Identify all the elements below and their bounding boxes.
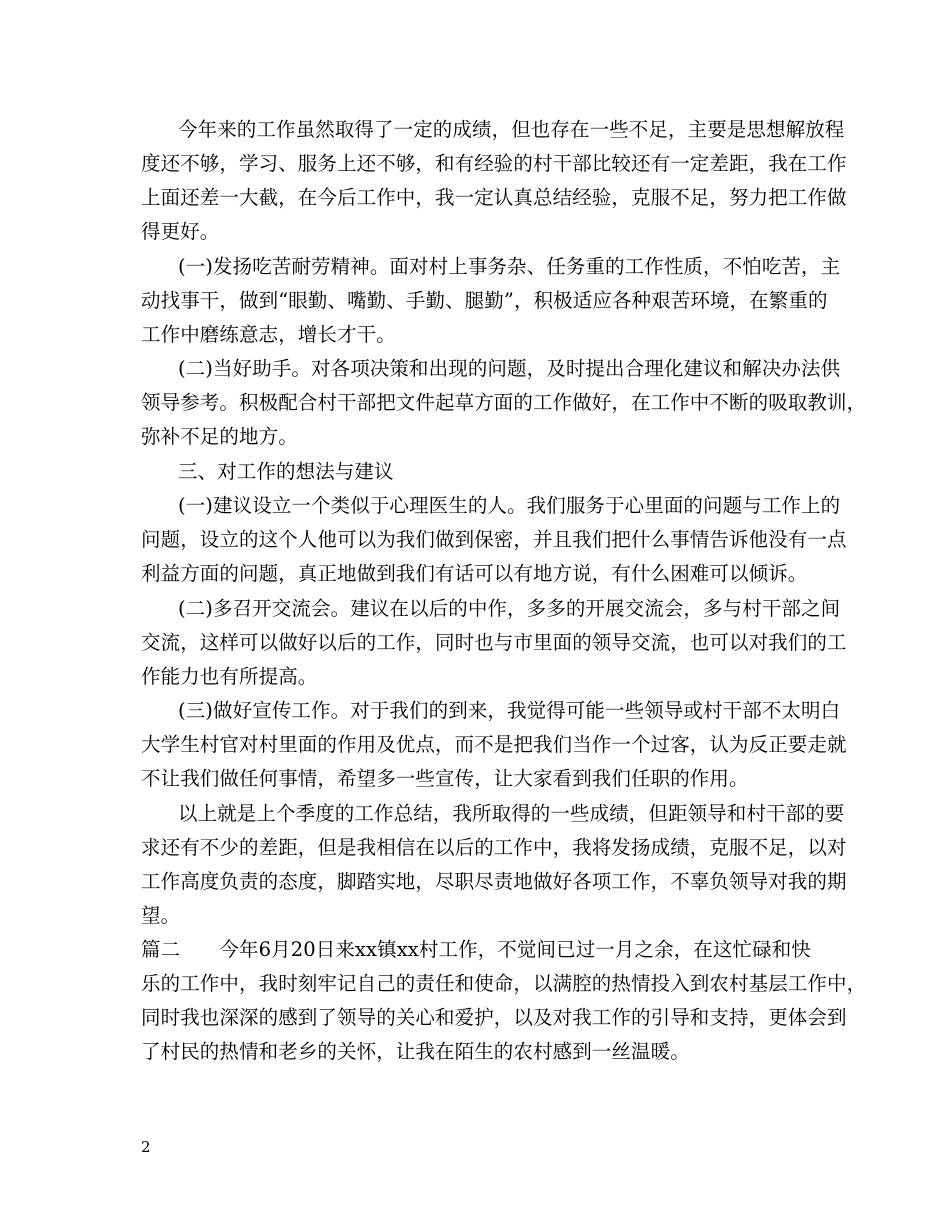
paragraph-line: (二)当好助手。对各项决策和出现的问题，及时提出合理化建议和解决办法供 (178, 357, 841, 380)
paragraph-line: 弥补不足的地方。 (141, 425, 298, 448)
paragraph-line: 同时我也深深的感到了领导的关心和爱护，以及对我工作的引导和支持，更体会到 (141, 1006, 847, 1029)
paragraph-line: 利益方面的问题，真正地做到我们有话可以有地方说，有什么困难可以倾诉。 (141, 562, 808, 585)
paragraph-line: 领导参考。积极配合村干部把文件起草方面的工作做好，在工作中不断的吸取教训， (141, 391, 867, 414)
paragraph-line: 了村民的热情和老乡的关怀，让我在陌生的农村感到一丝温暖。 (141, 1040, 690, 1063)
paragraph-line: (三)做好宣传工作。对于我们的到来，我觉得可能一些领导或村干部不太明白 (178, 699, 841, 722)
paragraph-line: 大学生村官对村里面的作用及优点，而不是把我们当作一个过客，认为反正要走就 (141, 733, 847, 756)
paragraph-line: 动找事干，做到“眼勤、嘴勤、手勤、腿勤”，积极适应各种艰苦环境，在繁重的 (141, 289, 828, 312)
paragraph-line: 工作中磨练意志，增长才干。 (141, 323, 396, 346)
paragraph-line: 以上就是上个季度的工作总结，我所取得的一些成绩，但距领导和村干部的要 (178, 802, 845, 825)
paragraph-line: 今年来的工作虽然取得了一定的成绩，但也存在一些不足，主要是思想解放程 (178, 118, 845, 141)
paragraph-line: 不让我们做任何事情，希望多一些宣传，让大家看到我们任职的作用。 (141, 767, 749, 790)
page-number: 2 (141, 1138, 151, 1156)
section-heading: 三、对工作的想法与建议 (178, 460, 394, 483)
paragraph-line: 上面还差一大截，在今后工作中，我一定认真总结经验，克服不足，努力把工作做 (141, 186, 847, 209)
paragraph-line: 求还有不少的差距，但是我相信在以后的工作中，我将发扬成绩，克服不足，以对 (141, 836, 847, 859)
paragraph-line: (一)发扬吃苦耐劳精神。面对村上事务杂、任务重的工作性质，不怕吃苦，主 (178, 255, 841, 278)
paragraph-line: 问题，设立的这个人他可以为我们做到保密，并且我们把什么事情告诉他没有一点 (141, 528, 847, 551)
paragraph-line: (一)建议设立一个类似于心理医生的人。我们服务于心里面的问题与工作上的 (178, 494, 841, 517)
paragraph-line: 篇二 今年6月20日来xx镇xx村工作，不觉间已过一月之余，在这忙碌和快 (141, 938, 811, 961)
paragraph-line: 望。 (141, 904, 181, 927)
paragraph-line: 交流，这样可以做好以后的工作，同时也与市里面的领导交流，也可以对我们的工 (141, 631, 847, 654)
paragraph-line: 作能力也有所提高。 (141, 665, 318, 688)
paragraph-line: 工作高度负责的态度，脚踏实地，尽职尽责地做好各项工作，不辜负领导对我的期 (141, 870, 847, 893)
paragraph-line: (二)多召开交流会。建议在以后的中作，多多的开展交流会，多与村干部之间 (178, 597, 841, 620)
paragraph-line: 乐的工作中，我时刻牢记自己的责任和使命，以满腔的热情投入到农村基层工作中， (141, 972, 867, 995)
paragraph-line: 度还不够，学习、服务上还不够，和有经验的村干部比较还有一定差距，我在工作 (141, 152, 847, 175)
paragraph-line: 得更好。 (141, 220, 220, 243)
